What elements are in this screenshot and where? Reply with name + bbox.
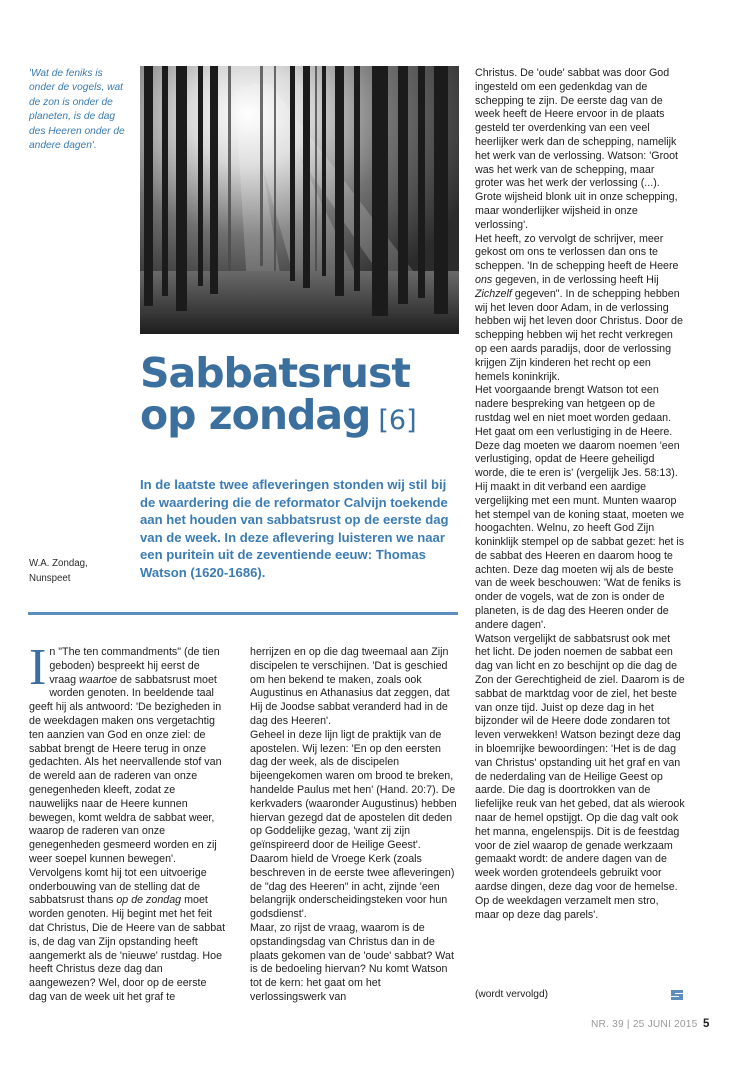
pull-quote: 'Wat de feniks is onder de vogels, wat de zon is onder de planeten, is de dag des Heeren onder de andere dagen'. bbox=[29, 68, 125, 152]
paragraph: Geheel in deze lijn ligt de praktijk van de apostelen. Wij lezen: 'En op den eersten dag der week, als de discipelen bijeengekomen waren om brood te breken, handelde Paulus met hen' (Hand. 20:7). De kerkvaders (waaronder Augustinus) hebben hiervan gezegd dat de apostelen dit deden op Goddelijke gezag, 'want zij zijn geïnspireerd door de Heilige Geest'. Daarom hield de Vroege Kerk (zoals beschreven in de eerste twee afleveringen) de "dag des Heeren" in acht, zijnde 'een belangrijk onderscheidingsteken voor hun godsdienst'. bbox=[250, 728, 457, 921]
paragraph: Het voorgaande brengt Watson tot een nadere bespreking van hetgeen op de rustdag wel en niet moet worden gedaan. Het gaat om een verlustiging in de Heere. Deze dag moeten we daarom noemen 'een verlustiging, opdat de Heere geheiligd worde, die te eren is' (vergelijk Jes. 58:13). Hij maakt in dit verband een aardige vergelijking met een munt. Munten waarop het stempel van de koning staat, moeten we hoogachten. Welnu, zo heeft God Zijn koninklijk stempel op de sabbat gezet: het is de sabbat des Heeren en daarom hoog te achten. Deze dag moeten wij als de beste van de week beschouwen: 'Wat de feniks is onder de vogels, wat de zon is onder de planeten, is de dag des Heeren onder de andere dagen'. bbox=[475, 384, 685, 631]
author-name: W.A. Zondag, bbox=[29, 558, 88, 569]
end-mark-icon bbox=[670, 988, 684, 1000]
issue-date: NR. 39 | 25 JUNI 2015 bbox=[591, 1019, 698, 1030]
author-byline bbox=[29, 556, 129, 586]
page-number: 5 bbox=[703, 1018, 710, 1030]
lead-paragraph: In de laatste twee afleveringen stonden wij stil bij de waardering die de reformator Calvijn toekende aan het houden van sabbatsrust op de eerste dag van de week. In deze aflevering luisteren we naar een puritein uit de zeventiende eeuw: Thomas Watson (1620-1686). bbox=[140, 477, 449, 580]
paragraph: Vervolgens komt hij tot een uitvoerige onderbouwing van de stelling dat de sabbatsrust thans op de zondag moet worden genoten. Hij begint met het feit dat Christus, Die de Heere van de sabbat is, de dag van Zijn opstanding heeft aangemerkt als de 'nieuwe' rustdag. Hoe heeft Christus deze dag dan aangewezen? Wel, door op de eerste dag van de week uit het graf te bbox=[29, 866, 226, 1003]
forest-photo bbox=[140, 66, 459, 334]
article-title bbox=[140, 349, 470, 442]
continued-note: (wordt vervolgd) bbox=[475, 989, 549, 1000]
text-column-2 bbox=[250, 646, 458, 1005]
episode-number: [6] bbox=[378, 405, 417, 436]
section-divider bbox=[28, 612, 458, 615]
text-column-3 bbox=[475, 67, 685, 922]
title-line-2: op zondag bbox=[140, 391, 371, 439]
title-line-1: Sabbatsrust bbox=[140, 349, 410, 397]
paragraph: Het heeft, zo vervolgt de schrijver, meer gekost om ons te verlossen dan ons te scheppen. 'In de schepping heeft de Heere ons gegeven, in de verlossing heeft Hij Zichzelf gegeven". In de schepping hebben wij het leven door Adam, in de verlossing hebben wij het leven door Christus. Door de schepping hebben wij het recht verkregen op een aards paradijs, door de verlossing krijgen Zijn kinderen het recht op een hemels koninkrijk. bbox=[475, 232, 683, 383]
author-place: Nunspeet bbox=[29, 573, 71, 584]
paragraph: herrijzen en op die dag tweemaal aan Zijn discipelen te verschijnen. 'Dat is geschied om hen bekend te maken, zoals ook Augustinus en Athanasius dat zeggen, dat Hij de Joodse sabbat veranderd had in de dag des Heeren'. bbox=[250, 646, 450, 727]
paragraph: In "The ten commandments" (de tien geboden) bespreekt hij eerst de vraag waartoe de sabbatsrust moet worden genoten. In beeldende taal geeft hij als antwoord: 'De bezigheden in de weekdagen maken ons vergetachtig ten aanzien van God en onze ziel: de sabbat brengt de Heere terug in onze gedachten. Als het neervallende stof van de wereld aan de raderen van onze genegenheden kleeft, zodat ze nauwelijks naar de Heere kunnen bewegen, komt weldra de sabbat weer, waarop de raderen van onze genegenheden gesmeerd worden en zij weer soepel kunnen bewegen'. bbox=[29, 639, 222, 865]
paragraph: Christus. De 'oude' sabbat was door God ingesteld om een gedenkdag van de schepping te zijn. De eerste dag van de week heeft de Heere ervoor in de plaats gesteld ter overdenking van een veel heerlijker werk dan de schepping, namelijk het werk van de verlossing. Watson: 'Groot was het werk van de schepping, maar groter was het werk der verlossing (...). Grote wijsheid blonk uit in onze schepping, maar wonderlijker wijsheid in onze verlossing'. bbox=[475, 67, 679, 231]
text-column-1 bbox=[29, 639, 226, 1005]
paragraph: Watson vergelijkt de sabbatsrust ook met het licht. De joden noemen de sabbat een dag van licht en zo beschijnt op die dag de Zon der Gerechtigheid de ziel. Daarom is de sabbat de marktdag voor de ziel, het beste van onze tijd. Juist op deze dag in het bijzonder wil de Heere dode zondaren tot leven verwekken! Watson bezingt deze dag in bloemrijke bewoordingen: 'Het is de dag van Christus' opstanding uit het graf en van de nederdaling van de Heilige Geest op aarde. Die dag is doortrokken van de liefelijke reuk van het gebed, dat als wierook naar de hemel opstijgt. Op die dag valt ook het manna, engelenspijs. Dit is de feestdag voor de ziel waarop de genade werkzaam gemaakt wordt: de andere dagen van de week worden grotendeels gebruikt voor aardse dingen, deze dag voor de hemelse. Op de weekdagen verzamelt men stro, maar op deze dag parels'. bbox=[475, 632, 685, 921]
paragraph: Maar, zo rijst de vraag, waarom is de opstandingsdag van Christus dan in de plaats gekomen van de 'oude' sabbat? Wat is de bedoeling hiervan? Nu komt Watson tot de kern: het gaat om het verlossingswerk van bbox=[250, 921, 454, 1003]
drop-cap: I bbox=[29, 639, 47, 696]
